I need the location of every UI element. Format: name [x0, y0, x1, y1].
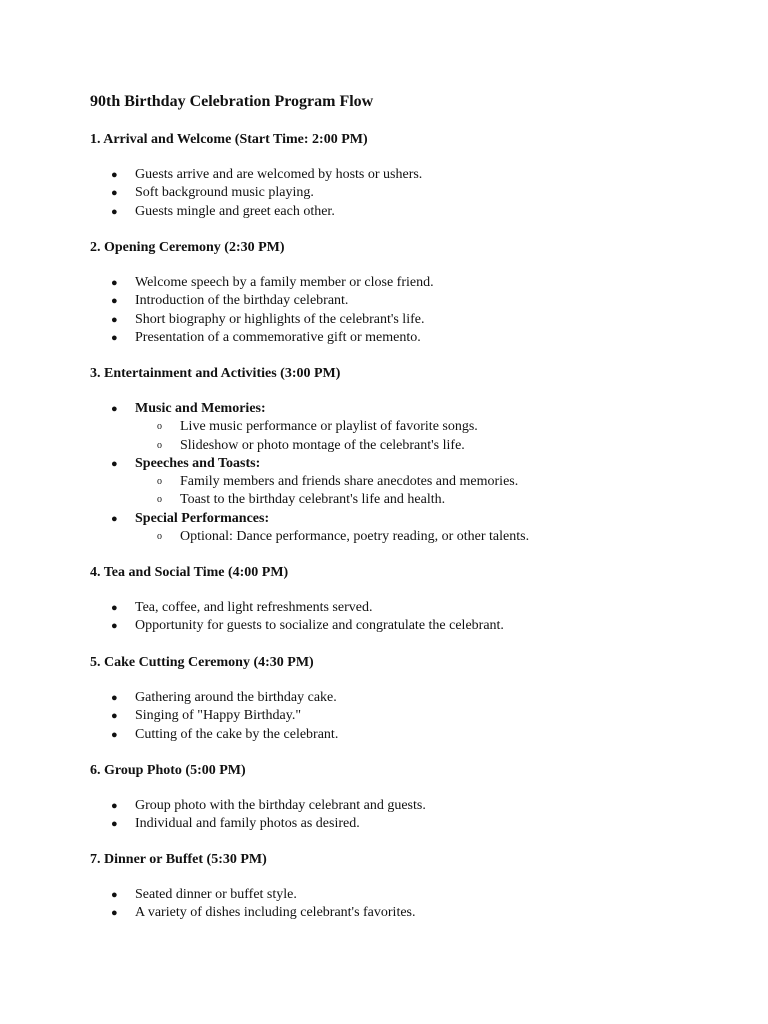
list-item: ● Guests mingle and greet each other. — [90, 203, 730, 221]
list-item: ● Gathering around the birthday cake. — [90, 689, 730, 707]
sub-bullet-list — [135, 473, 730, 510]
list-item: ● Seated dinner or buffet style. — [90, 886, 730, 904]
section-tea-and-social-time — [90, 563, 730, 636]
bullet-icon: ● — [111, 602, 118, 614]
sub-list-item: o Optional: Dance performance, poetry reading, or other talents. — [135, 528, 730, 546]
list-item-group: ● Speeches and Toasts: o Family members and friends share anecdotes and memories. o Toast to the birthday celebrant's life and health. — [90, 455, 730, 510]
bullet-icon: ● — [111, 205, 118, 218]
list-item: ● Soft background music playing. — [90, 184, 730, 202]
list-item-group: ● Music and Memories: o Live music performance or playlist of favorite songs. o Slideshow or photo montage of the celebrant's life. — [90, 400, 730, 455]
list-item: ● Guests arrive and are welcomed by hosts or ushers. — [90, 166, 730, 184]
bullet-list — [90, 689, 730, 744]
section-dinner-or-buffet — [90, 850, 730, 923]
bullet-list — [90, 797, 730, 834]
list-item: ● Individual and family photos as desired. — [90, 815, 730, 833]
list-item: ● Introduction of the birthday celebrant. — [90, 292, 730, 310]
bullet-icon: ● — [111, 728, 118, 741]
hollow-bullet-icon: o — [157, 531, 162, 543]
section-group-photo — [90, 761, 730, 834]
list-item: ● Presentation of a commemorative gift or memento. — [90, 329, 730, 347]
bullet-icon: ● — [111, 889, 118, 901]
bullet-icon: ● — [111, 313, 118, 326]
bullet-icon: ● — [111, 620, 118, 633]
list-item: ● Opportunity for guests to socialize and congratulate the celebrant. — [90, 617, 730, 635]
hollow-bullet-icon: o — [157, 494, 162, 506]
bullet-icon: ● — [111, 710, 118, 723]
sub-list-item: o Toast to the birthday celebrant's life and health. — [135, 491, 730, 509]
bullet-list — [90, 274, 730, 347]
list-item: ● A variety of dishes including celebrant's favorites. — [90, 904, 730, 922]
list-item: ● Cutting of the cake by the celebrant. — [90, 726, 730, 744]
list-item: ● Welcome speech by a family member or close friend. — [90, 274, 730, 292]
bullet-icon: ● — [111, 403, 118, 415]
document-title: 90th Birthday Celebration Program Flow — [90, 93, 374, 110]
bullet-icon: ● — [111, 457, 118, 470]
list-item: ● Tea, coffee, and light refreshments served. — [90, 599, 730, 617]
hollow-bullet-icon: o — [157, 476, 162, 488]
bullet-icon: ● — [111, 295, 118, 308]
section-heading: 1. Arrival and Welcome (Start Time: 2:00 PM) — [90, 132, 368, 147]
bullet-icon: ● — [111, 800, 118, 812]
section-cake-cutting-ceremony — [90, 653, 730, 744]
section-heading: 7. Dinner or Buffet (5:30 PM) — [90, 852, 267, 867]
section-heading: 5. Cake Cutting Ceremony (4:30 PM) — [90, 655, 314, 670]
sub-bullet-list — [135, 418, 730, 455]
sub-bullet-list — [135, 528, 730, 546]
section-heading: 3. Entertainment and Activities (3:00 PM) — [90, 366, 341, 381]
section-opening-ceremony — [90, 238, 730, 347]
sub-list-item: o Slideshow or photo montage of the celebrant's life. — [135, 437, 730, 455]
bullet-list — [90, 886, 730, 923]
bullet-icon: ● — [111, 187, 118, 200]
hollow-bullet-icon: o — [157, 421, 162, 433]
sub-list-item: o Live music performance or playlist of favorite songs. — [135, 418, 730, 436]
bullet-list — [90, 599, 730, 636]
list-item: ● Group photo with the birthday celebrant and guests. — [90, 797, 730, 815]
sub-list-item: o Family members and friends share anecdotes and memories. — [135, 473, 730, 491]
bullet-list — [90, 400, 730, 546]
bullet-icon: ● — [111, 331, 118, 344]
section-arrival-and-welcome — [90, 130, 730, 221]
list-item: ● Singing of "Happy Birthday." — [90, 707, 730, 725]
section-entertainment-and-activities — [90, 364, 730, 546]
hollow-bullet-icon: o — [157, 439, 162, 451]
list-item-group: ● Special Performances: o Optional: Dance performance, poetry reading, or other talents. — [90, 510, 730, 547]
section-heading: 2. Opening Ceremony (2:30 PM) — [90, 240, 285, 255]
section-heading: 6. Group Photo (5:00 PM) — [90, 763, 246, 778]
bullet-icon: ● — [111, 818, 118, 831]
list-item: ● Short biography or highlights of the celebrant's life. — [90, 311, 730, 329]
bullet-icon: ● — [111, 169, 118, 181]
bullet-list — [90, 166, 730, 221]
section-heading: 4. Tea and Social Time (4:00 PM) — [90, 565, 289, 580]
bullet-icon: ● — [111, 512, 118, 525]
bullet-icon: ● — [111, 277, 118, 289]
bullet-icon: ● — [111, 692, 118, 704]
bullet-icon: ● — [111, 907, 118, 920]
